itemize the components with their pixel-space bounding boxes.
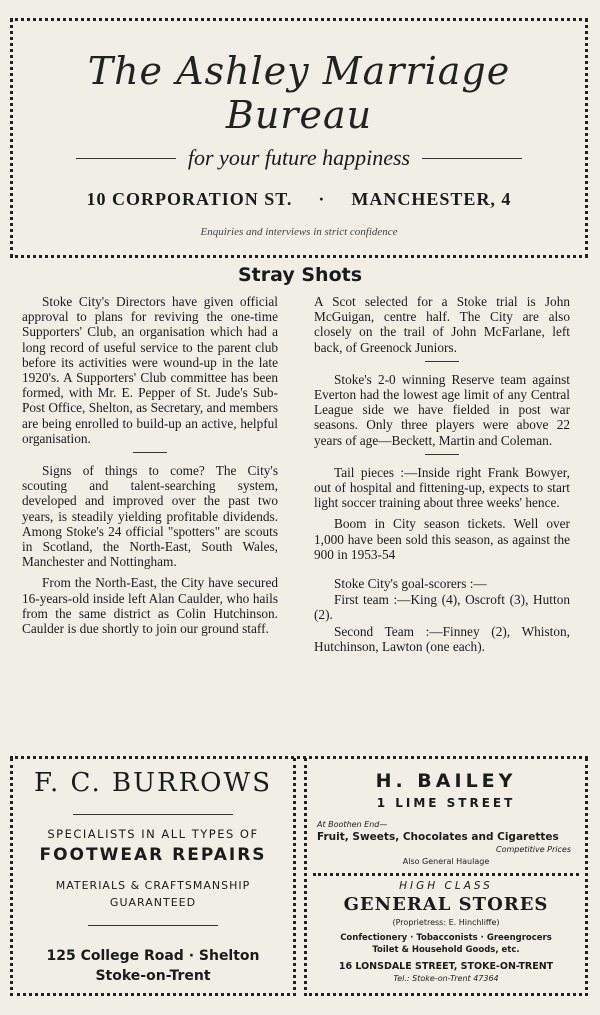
bailey-ad [304,758,588,996]
bailey-haulage: Also General Haulage [402,857,490,866]
bureau-confidence: Enquiries and interviews in strict confidence [200,226,398,238]
paragraph-divider [425,361,459,362]
article-paragraph: Stoke City's Directors have given official approval to plans for reviving the one-time Supporters' Club, an organisation which had a long record of useful service to the parent club before its activities were wound-up in the late 1920's. A Supporters' Club committee has been formed, with Mr. E. Pepper of St. Jude's Sub-Post Office, Shelton, as Secretary, and members are being enrolled to build-up an active, helpful organisation. [22,294,278,446]
bureau-address [13,189,585,210]
burrows-rule [73,814,233,815]
burrows-guaranteed: GUARANTEED [109,896,197,909]
second-team-scorers: Second Team :—Finney (2), Whiston, Hutchinson, Lawton (one each). [314,623,570,654]
burrows-town: Stoke-on-Trent [95,968,211,984]
article-paragraph: Tail pieces :—Inside right Frank Bowyer, out of hospital and fittening-up, expects to start light soccer training about three weeks' hence. [314,464,570,511]
bailey-street: 1 LIME STREET [376,796,516,810]
goal-scorers-heading: Stoke City's goal-scorers :— [334,576,487,592]
tagline-rule-left [76,158,176,159]
tagline-row [13,145,585,171]
bailey-confectionery: Confectionery · Tobacconists · Greengrocers [340,933,552,943]
burrows-name: F. C. BURROWS [33,768,273,798]
article-left-column [22,294,278,642]
article-paragraph: Stoke's 2-0 winning Reserve team against Everton had the lowest age limit of any Central League side we have fielded in post war seasons. Only three players were above 22 years of age—Beckett, Martin and Coleman. [314,371,570,448]
burrows-rule-bottom [88,925,218,926]
burrows-ad [10,758,296,996]
bureau-city: MANCHESTER, 4 [351,189,512,209]
bureau-title: The Ashley Marriage Bureau [87,49,511,137]
paragraph-divider [425,454,459,455]
bailey-high-class: HIGH CLASS [399,880,493,892]
article-paragraph: A Scot selected for a Stoke trial is John McGuigan, centre half. The City are also closely on the trail of John McFarlane, left back, of Greenock Juniors. [314,294,570,355]
bailey-proprietress: (Proprietress: E. Hinchliffe) [392,918,500,927]
bailey-divider [313,873,579,876]
article-right-column [314,294,570,660]
bailey-address: 16 LONSDALE STREET, STOKE-ON-TRENT [338,961,554,972]
article-paragraph: Boom in City season tickets. Well over 1,000 have been sold this season, as against the 900 in 1953-54 [314,516,570,562]
bailey-general-stores: GENERAL STORES [343,894,549,915]
burrows-address: 125 College Road · Shelton [46,948,260,964]
article-paragraph: Signs of things to come? The City's scouting and talent-searching system, developed and improved over the past two years, is steadily yielding profitable dividends. Among Stoke's 24 official "spotters" are scouts in Scotland, the North-East, South Wales, Manchester and Nottingham. [22,463,278,570]
bailey-prices: Competitive Prices [495,845,571,854]
bailey-goods: Fruit, Sweets, Chocolates and Cigarettes [317,831,559,843]
burrows-materials-line: MATERIALS & CRAFTSMANSHIP [55,879,251,892]
paragraph-divider [133,452,167,453]
first-team-scorers: First team :—King (4), Oscroft (3), Hutton (2). [314,592,570,623]
burrows-materials [13,877,293,911]
address-separator: · [318,189,326,209]
marriage-bureau-ad [10,18,588,258]
article-paragraph: From the North-East, the City have secured 16-years-old inside left Alan Caulder, who hails from the same district as Colin Hutchinson. Caulder is due shortly to join our ground staff. [22,575,278,637]
article-headline: Stray Shots [237,264,363,286]
bureau-tagline: for your future happiness [187,145,411,170]
bailey-tel: Tel.: Stoke-on-Trent 47364 [393,974,499,983]
bailey-household: Toilet & Household Goods, etc. [372,945,520,955]
burrows-footwear: FOOTWEAR REPAIRS [39,845,267,865]
bureau-street: 10 CORPORATION ST. [86,189,293,209]
spacer [314,568,570,576]
tagline-rule-right [422,158,522,159]
bailey-name: H. BAILEY [375,770,517,792]
bailey-locality: At Boothen End— [317,820,388,829]
burrows-specialists: SPECIALISTS IN ALL TYPES OF [47,827,259,841]
